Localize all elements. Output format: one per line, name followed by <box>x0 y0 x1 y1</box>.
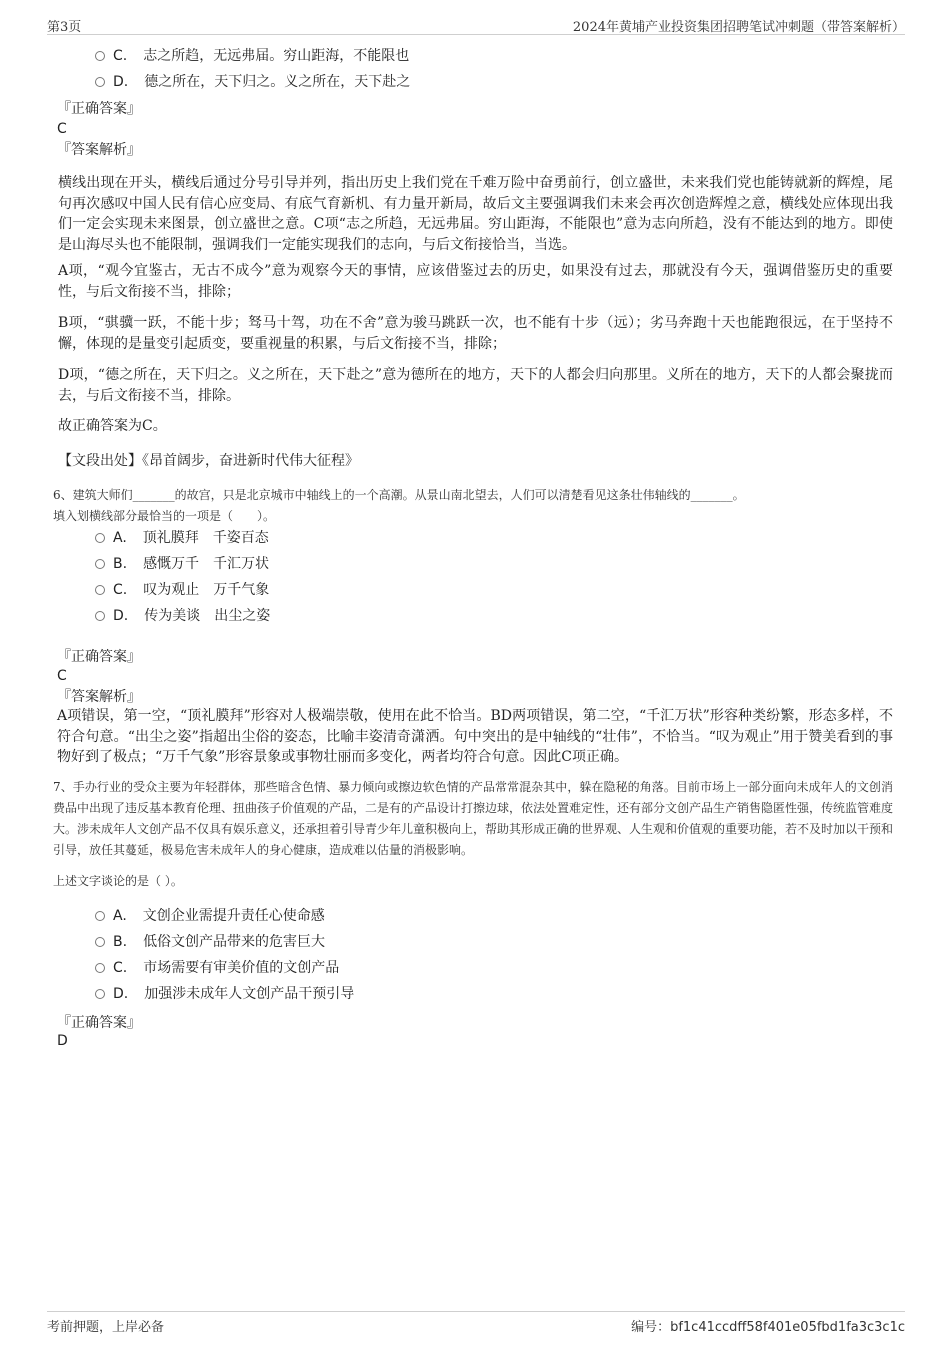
q6-answer: C <box>57 668 67 684</box>
q5-analysis-paragraph: A项，“观今宜鉴古，无古不成今”意为观察今天的事情，应该借鉴过去的历史，如果没有过去，那就没有今天，强调借鉴历史的重要性，与后文衔接不当，排除； <box>58 263 893 300</box>
q6-option-c[interactable]: C. 叹为观止 万千气象 <box>95 580 269 600</box>
q6-question-text: 6、建筑大师们_______的故宫，只是北京城市中轴线上的一个高潮。从景山南北望去，人们可以清楚看见这条壮伟轴线的_______。 <box>53 488 745 502</box>
q5-analysis-paragraph: D项，“德之所在，天下归之。义之所在，天下赴之”意为德所在的地方，天下的人都会归向那里。义所在的地方，天下的人都会聚拢而去，与后文衔接不当，排除。 <box>58 367 893 404</box>
radio-icon[interactable] <box>95 77 105 87</box>
q5-option-c[interactable]: C. 志之所趋，无远弗届。穷山距海，不能限也 <box>95 46 409 66</box>
q6-answer-label: 『正确答案』 <box>57 649 141 665</box>
q6-analysis-label: 『答案解析』 <box>57 689 141 705</box>
document-id-value: bf1c41ccdff58f401e05fbd1fa3c3c1c <box>670 1320 905 1335</box>
q7-answer: D <box>57 1033 68 1049</box>
q7-answer-label: 『正确答案』 <box>57 1015 141 1031</box>
radio-icon[interactable] <box>95 963 105 973</box>
page-header <box>47 14 905 35</box>
q5-source: 【文段出处】《昂首阔步，奋进新时代伟大征程》 <box>58 453 359 469</box>
q7-option-b[interactable]: B. 低俗文创产品带来的危害巨大 <box>95 932 325 952</box>
q7-prompt: 上述文字谈论的是（ ）。 <box>53 874 183 888</box>
q5-analysis-paragraph: 故正确答案为C。 <box>58 418 167 434</box>
q6-option-b[interactable]: B. 感慨万千 千汇万状 <box>95 554 269 574</box>
radio-icon[interactable] <box>95 611 105 621</box>
document-id-label: 编号： <box>631 1320 671 1335</box>
q7-option-d[interactable]: D. 加强涉未成年人文创产品干预引导 <box>95 984 354 1004</box>
page-number: 第3页 <box>47 20 82 35</box>
q5-analysis-paragraph: B项，“骐骥一跃，不能十步；驽马十驾，功在不舍”意为骏马跳跃一次，也不能有十步（远）；劣马奔跑十天也能跑很远，在于坚持不懈，体现的是量变引起质变，要重视量的积累，与后文衔接不当，排除； <box>58 315 893 352</box>
radio-icon[interactable] <box>95 51 105 61</box>
radio-icon[interactable] <box>95 533 105 543</box>
document-id <box>631 1316 905 1335</box>
radio-icon[interactable] <box>95 937 105 947</box>
footer-slogan: 考前押题，上岸必备 <box>47 1320 165 1335</box>
q5-answer: C <box>57 121 67 137</box>
q7-option-c[interactable]: C. 市场需要有审美价值的文创产品 <box>95 958 339 978</box>
radio-icon[interactable] <box>95 989 105 999</box>
q5-analysis-paragraph: 横线出现在开头，横线后通过分号引导并列，指出历史上我们党在千难万险中奋勇前行，创立盛世，未来我们党也能铸就新的辉煌，尾句再次感叹中国人民有信心应变局、有底气育新机、有力量开新局，故后文主要强调我们未来会再次创造辉煌之意，横线处应体现出我们一定会实现未来图景，创立盛世之意。C项“志之所趋，无远弗届。穷山距海，不能限也”意为志向所趋，没有不能达到的地方。即使是山海尽头也不能限制，强调我们一定能实现我们的志向，与后文衔接恰当，当选。 <box>58 175 893 253</box>
radio-icon[interactable] <box>95 585 105 595</box>
page-footer <box>47 1311 905 1336</box>
q7-question-text: 7、手办行业的受众主要为年轻群体，那些暗含色情、暴力倾向或擦边软色情的产品常常混杂其中，躲在隐秘的角落。目前市场上一部分面向未成年人的文创消费品中出现了违反基本教育伦理、扭曲孩子价值观的产品，二是有的产品设计打擦边球，依法处置难定性，还有部分文创产品生产销售隐匿性强，传统监管难度大。涉未成年人文创产品不仅具有娱乐意义，还承担着引导青少年儿童积极向上，帮助其形成正确的世界观、人生观和价值观的重要功能，若不及时加以干预和引导，放任其蔓延，极易危害未成年人的身心健康，造成难以估量的消极影响。 <box>53 780 894 857</box>
q5-answer-label: 『正确答案』 <box>57 101 141 117</box>
q5-option-d[interactable]: D. 德之所在，天下归之。义之所在，天下赴之 <box>95 72 410 92</box>
q6-prompt: 填入划横线部分最恰当的一项是（ ）。 <box>53 509 276 523</box>
q7-option-a[interactable]: A. 文创企业需提升责任心使命感 <box>95 906 325 926</box>
q6-analysis: A项错误，第一空，“顶礼膜拜”形容对人极端崇敬，使用在此不恰当。BD两项错误，第二空，“千汇万状”形容种类纷繁，形态多样，不符合句意。“出尘之姿”指超出尘俗的姿态，比喻丰姿清奇潇洒。句中突出的是中轴线的“壮伟”，不恰当。“叹为观止”用于赞美看到的事物好到了极点；“万千气象”形容景象或事物壮丽而多变化，两者均符合句意。因此C项正确。 <box>57 708 893 765</box>
radio-icon[interactable] <box>95 911 105 921</box>
q6-option-d[interactable]: D. 传为美谈 出尘之姿 <box>95 606 270 626</box>
q6-option-a[interactable]: A. 顶礼膜拜 千姿百态 <box>95 528 269 548</box>
document-title: 2024年黄埔产业投资集团招聘笔试冲刺题（带答案解析） <box>572 20 905 35</box>
q5-analysis-label: 『答案解析』 <box>57 142 141 158</box>
radio-icon[interactable] <box>95 559 105 569</box>
